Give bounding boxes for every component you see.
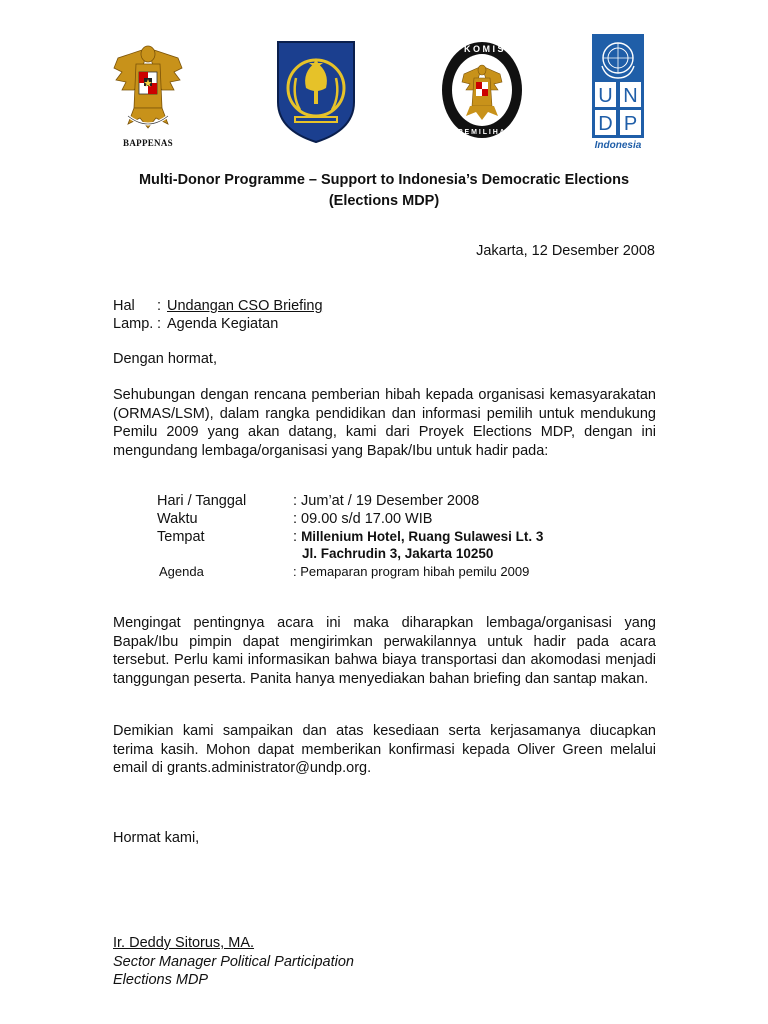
undp-logo [592,34,644,154]
detail-row-venue-address [157,545,577,563]
detail-agenda-value: : Pemaparan program hibah pemilu 2009 [293,564,530,579]
letter-date: Jakarta, 12 Desember 2008 [476,243,655,259]
detail-time-label: Waktu [157,511,198,527]
undp-letter-u: U [598,85,613,107]
salutation: Dengan hormat, [113,351,217,367]
svg-text:P E M I L I H A N U M U M: P E M I L I H A N U M U M [458,129,541,136]
paragraph-details: Mengingat pentingnya acara ini maka diharapkan lembaga/organisasi yang Bapak/Ibu pimpin dapat mengirimkan perwakilannya untuk hadir pada acara tersebut. Perlu kami informasikan bahwa biaya transportasi dan akomodasi menjadi tanggungan peserta. Panita hanya menyediakan bahan briefing dan santap makan. [113,615,656,687]
garuda-emblem-icon [108,38,188,136]
closing-phrase: Hormat kami, [113,830,200,846]
bappenas-caption: BAPPENAS [123,138,173,148]
hal-value: Undangan CSO Briefing [167,298,323,314]
title-line-2: (Elections MDP) [328,193,440,209]
lamp-value: Agenda Kegiatan [167,316,279,332]
logo-row [0,34,768,154]
lamp-label: Lamp. [113,316,154,332]
kpu-logo [440,40,541,140]
bappenas-logo [108,38,188,150]
detail-agenda-label: Agenda [159,564,204,579]
detail-venue-label: Tempat [157,529,205,545]
detail-row-time [157,510,577,528]
hal-label: Hal [113,298,135,314]
kpu-emblem-icon [440,40,541,140]
undp-letter-n: N [623,85,638,107]
undp-letter-d: D [598,113,613,135]
depdagri-shield-icon [274,38,358,146]
title-line-1: Multi-Donor Programme – Support to Indonesia’s Democratic Elections [138,172,630,188]
undp-logo-icon [592,34,644,138]
signatory-organization: Elections MDP [113,972,209,988]
detail-venue-separator: : [293,529,302,545]
hal-separator: : [157,298,162,314]
svg-text:K O M I S I: K O M I S I [464,44,509,54]
paragraph-invitation: Sehubungan dengan rencana pemberian hibah kepada organisasi kemasyarakatan (ORMAS/LSM), dalam rangka pendidikan dan informasi pemilih untuk mendukung Pemilu 2009 yang akan datang, kami dari Proyek Elections MDP, dengan ini mengundang lembaga/organisasi yang Bapak/Ibu untuk hadir pada: [113,387,656,459]
paragraph-closing: Demikian kami sampaikan dan atas kesediaan serta kerjasamanya diucapkan terima kasih. Mohon dapat memberikan konfirmasi kepada Oliver Green melalui email di grants.administrator@undp.org. [113,723,656,777]
signatory-name: Ir. Deddy Sitorus, MA. [113,935,255,951]
detail-date-value: : Jum’at / 19 Desember 2008 [293,493,480,509]
lamp-separator: : [157,316,162,332]
detail-date-label: Hari / Tanggal [157,493,247,509]
document-title [0,170,768,212]
detail-venue-line-1: Millenium Hotel, Ruang Sulawesi Lt. 3 [301,529,544,544]
detail-venue-line-2: Jl. Fachrudin 3, Jakarta 10250 [302,546,494,561]
signatory-position: Sector Manager Political Participation [113,954,354,970]
detail-time-value: : 09.00 s/d 17.00 WIB [293,511,433,527]
detail-row-agenda [157,563,577,581]
undp-letter-p: P [623,113,638,135]
depdagri-logo [274,38,358,146]
detail-row-date [157,492,577,510]
detail-row-venue [157,528,577,546]
undp-country-label: Indonesia [594,140,642,151]
